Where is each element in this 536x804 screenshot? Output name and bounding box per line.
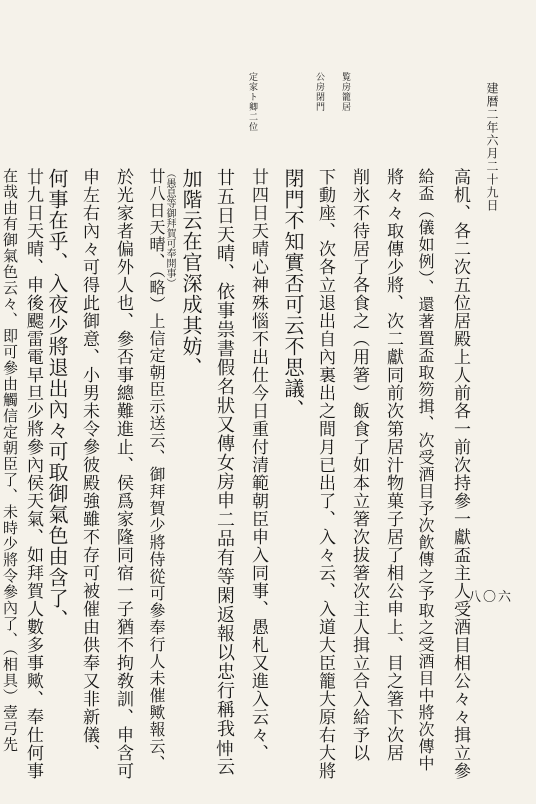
text-column: 將々々取傳少將、次二獻同前次第居汁物菓子居了相公申上、目之箸下次居 (383, 168, 403, 762)
text-column: 給盃（儀如例）、還著置盃取笏揖、次受酒目予次飮傳之予取之受酒目中將次傳中 (416, 168, 435, 772)
page-header-date: 建暦二年六月二十九日 (485, 82, 499, 212)
text-column: 廿九日天晴、申後颸雷電早旦少將參內侯天氣、如拜賀人數多事歟、奉仕何事 (23, 168, 43, 780)
marginal-note-2: 公房閉門 (314, 72, 324, 112)
text-column: 削氷不待居了各食之（用箸）飯食了如本立箸次拔箸次主人揖立合入給予以 (349, 168, 369, 762)
text-column: 何事在乎、入夜少將退出內々可取御氣色由含了、 (45, 168, 69, 630)
text-column: 在哉由有御氣色云々、即可參由觸信定朝臣了、未時少將令參內了、（相具）壹弓先 (1, 168, 19, 753)
text-column: 下動座、次各立退出自內裏出之間月已出了、入々云、入道大臣籠大原右大將 (315, 168, 335, 780)
text-column: 廿八日天晴、（略）上信定朝臣示送云、御拜賀少將侍從可參奉行人未催歟報云、 (147, 168, 166, 772)
text-column: 高机、各二次五位居殿上人前各一前次持參一獻盃主人受酒目相公々々揖立參 (450, 168, 470, 780)
text-column: 申左右內々可得此御意、小男未令參彼殿強雖不存可被催由供奉又非新儀、 (79, 168, 99, 762)
text-column: 於光家者偏外人也、參否事總難進止、侯爲家隆同宿一子猶不拘敎訓、申含可 (113, 168, 133, 780)
interlinear-note: （愚息等御拜賀可奉開事） (164, 168, 175, 288)
text-column: 廿五日天晴、依事祟書假名狀又傳女房申二品有等閑返報以忠行稱我𢘊云 (214, 168, 235, 776)
text-column: 加階云在官深成其妨、 (179, 168, 203, 378)
marginal-note-1: 覧房籠居 (340, 72, 350, 112)
text-column: 廿四日天晴心神殊惱不出仕今日重付清範朝臣申入同事、愚札又進入云々、 (248, 168, 268, 762)
text-column: 閉門不知實否可云不思議、 (281, 168, 305, 420)
page-number: 八〇六 (468, 590, 514, 605)
marginal-note-3: 定家ト卿二位 (247, 72, 257, 132)
